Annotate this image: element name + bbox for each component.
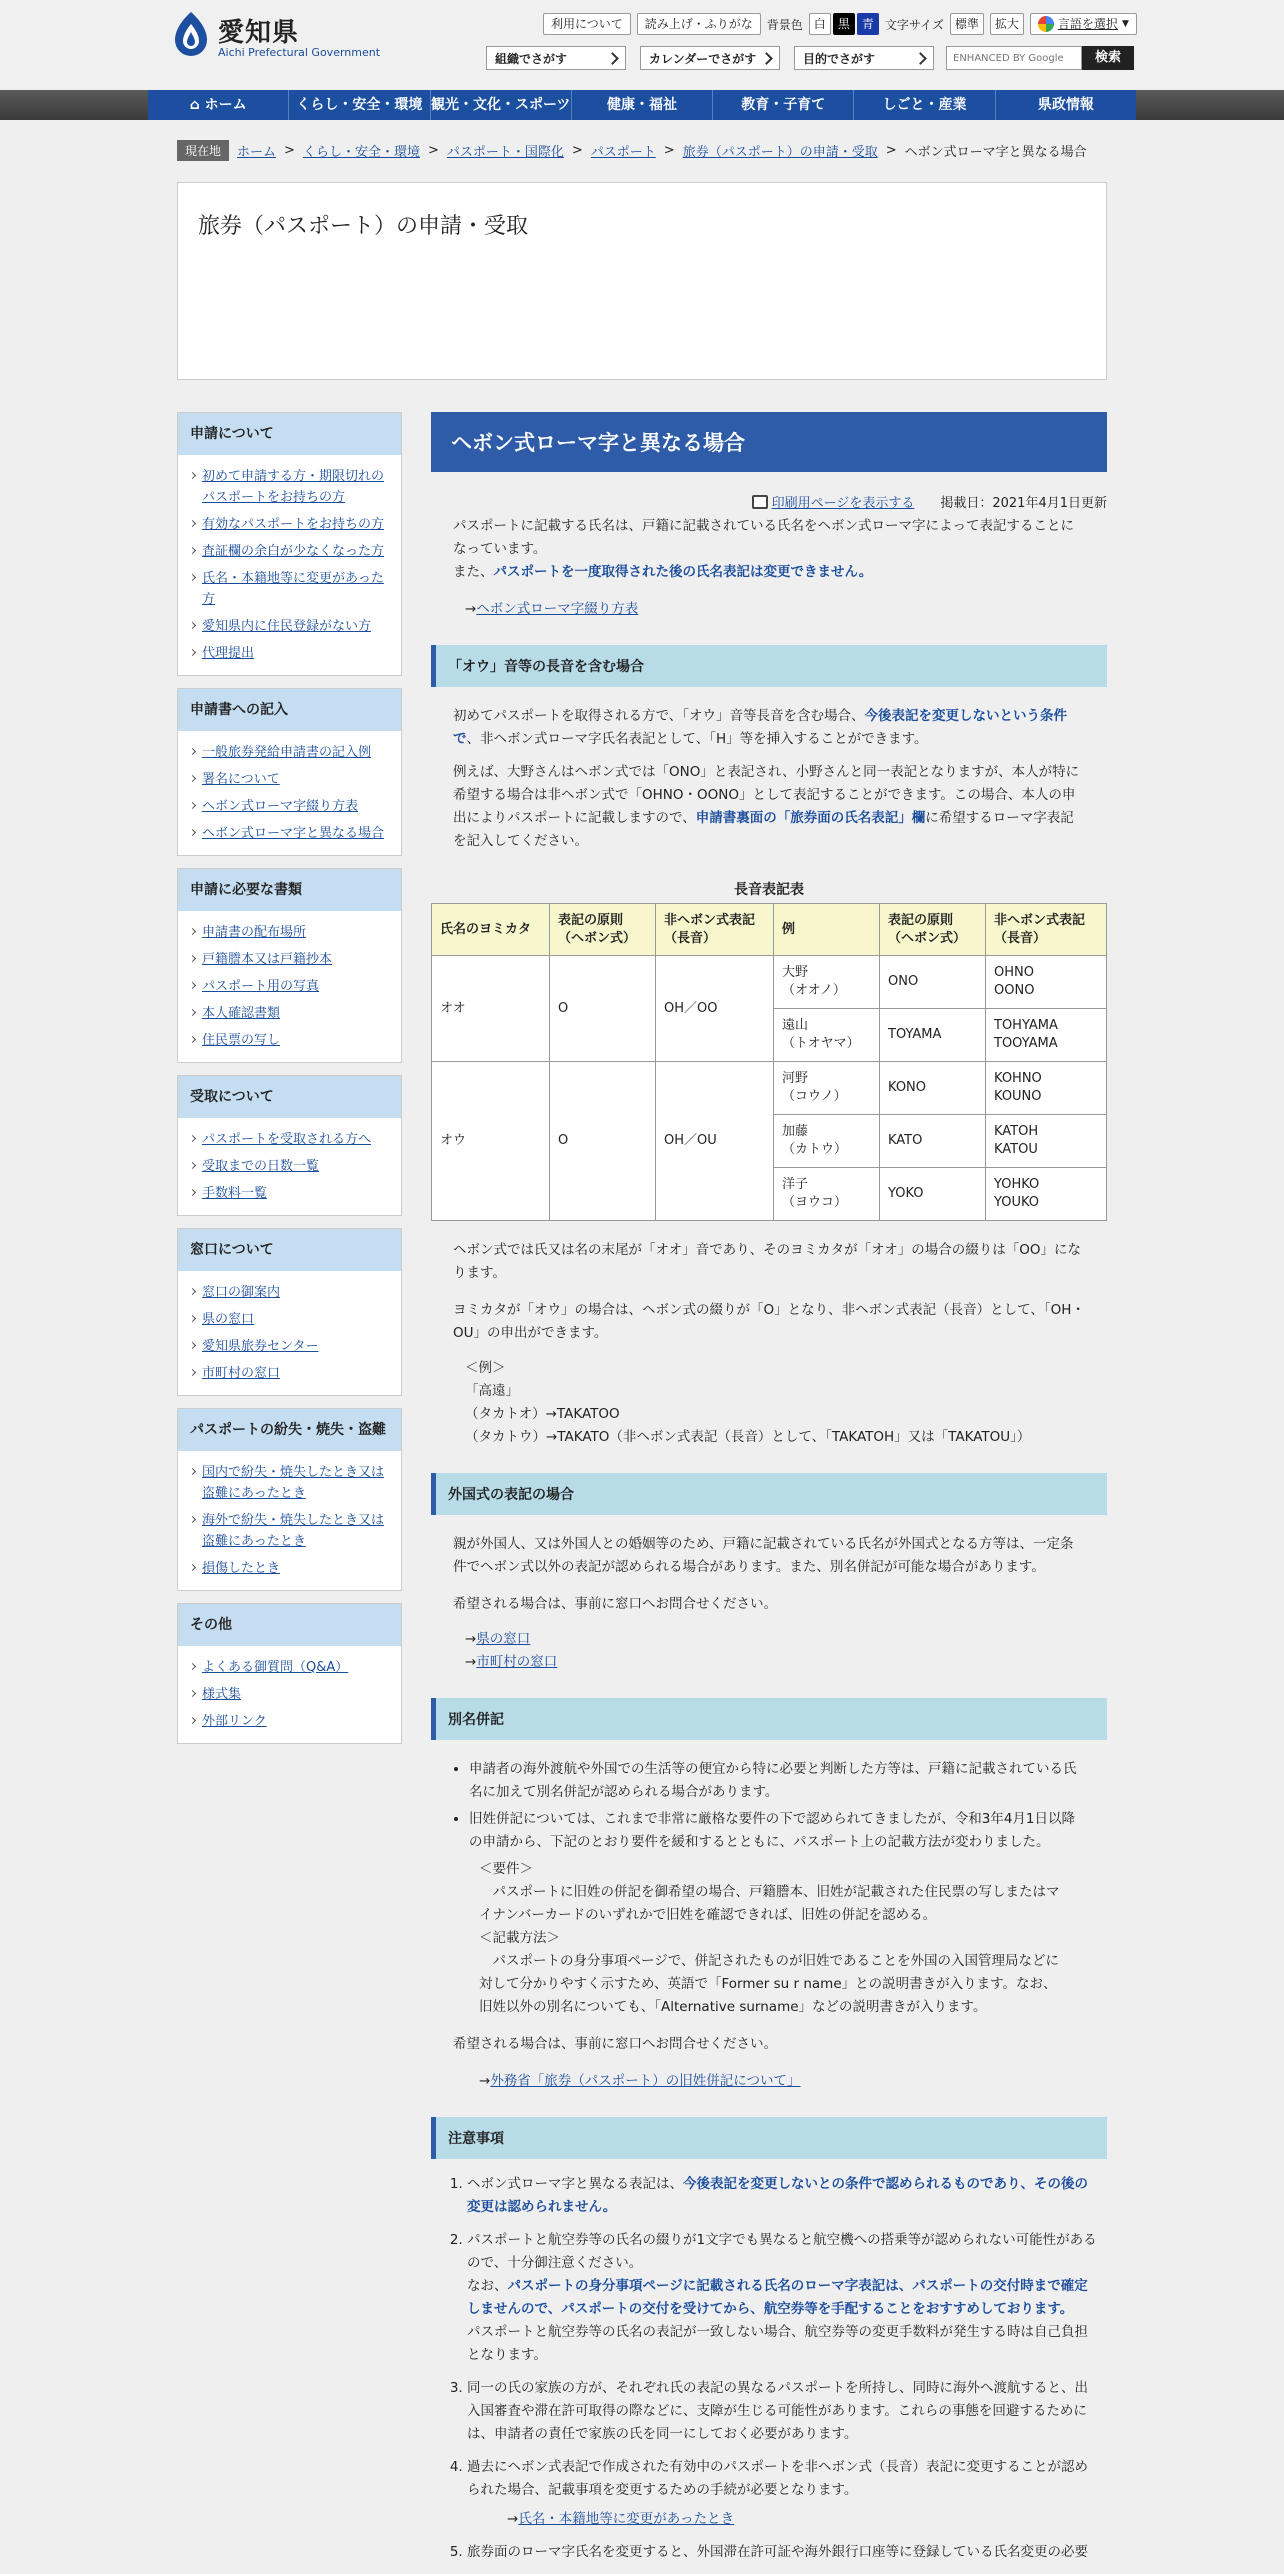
logo-title: 愛知県 [218, 18, 300, 48]
sidebar-heading: その他 [178, 1604, 401, 1646]
sidebar-item [188, 1333, 391, 1360]
example-line-1: （タカトオ）→TAKATOO [465, 1406, 620, 1422]
sidebar-item [188, 1681, 391, 1708]
list-item: • 申請者の海外渡航や外国での生活等の便宜から特に必要と判断した方等は、戸籍に記載されている氏名に加えて別名併記が認められる場合があります。 [469, 1758, 1085, 1804]
nav-industry[interactable]: しごと・産業 [854, 90, 995, 120]
intro-note-a: また、 [453, 564, 494, 580]
table-cell [986, 956, 1107, 1009]
foreign-text-2: 希望される場合は、事前に窓口へお問合せください。 [453, 1596, 777, 1612]
sidebar-link[interactable]: よくある御質問（Q&A） [202, 1660, 349, 1675]
sidebar-list [178, 731, 401, 855]
sidebar-list [178, 455, 401, 675]
sidebar-link[interactable]: パスポートを受取される方へ [202, 1132, 372, 1147]
sidebar-item [188, 1708, 391, 1735]
example-line-2: （タカトウ）→TAKATO（非ヘボン式表記（長音）として、「TAKATOH」又は「TAKATOU」） [465, 1429, 1031, 1445]
table-cell: オウ [432, 1062, 550, 1221]
req-head: ＜要件＞ [479, 1861, 533, 1877]
example-reading: （カトウ） [782, 1142, 848, 1157]
n1-highlight: 今後表記を変更しないとの条件で認められるものであり、その後の変更は認められません。 [467, 2176, 1088, 2215]
req-text: パスポートに旧姓の併記を御希望の場合、戸籍謄本、旧姓が記載された住民票の写しまたはマイナンバーカードのいずれかで旧姓を確認できれば、旧姓の併記を認める。 [479, 1884, 1060, 1923]
non-hepburn-2: KATOU [994, 1142, 1038, 1157]
list-item [467, 2173, 1097, 2219]
intro-note-highlight: パスポートを一度取得された後の氏名表記は変更できません。 [493, 564, 873, 580]
city-window-link-row [431, 1651, 1107, 1674]
sidebar-item [188, 1507, 391, 1555]
table-cell [774, 956, 880, 1009]
font-standard-button[interactable]: 標準 [950, 13, 984, 35]
lv2a: 例えば、大野さんはヘボン式では「ONO」と表記され、小野さんと同一表記となりますが、本人が特に希望する場合は非ヘボン式で「OHNO・OONO」として表記することができます。この場合、本人の申出によりパスポートに記載しますので、 [453, 764, 1080, 826]
list-item: 5. 旅券面のローマ字氏名を変更すると、外国滞在許可証や海外銀行口座等に登録している氏名変更の必要 [467, 2541, 1097, 2564]
change-link-row [467, 2508, 1097, 2531]
table-cell: O [550, 956, 656, 1062]
n2b: なお、 [467, 2278, 508, 2294]
sidebar-link[interactable]: 損傷したとき [202, 1561, 281, 1576]
table-cell [774, 1115, 880, 1168]
print-link[interactable] [752, 492, 915, 511]
breadcrumb-page: ヘボン式ローマ字と異なる場合 [904, 145, 1087, 160]
sidebar-link[interactable]: 代理提出 [202, 646, 255, 661]
site-header [0, 0, 1284, 90]
sidebar-list [178, 1451, 401, 1590]
lv2-highlight: 申請書裏面の「旅券面の氏名表記」欄 [695, 810, 926, 826]
sidebar-link[interactable]: 初めて申請する方・期限切れのパスポートをお持ちの方 [202, 469, 385, 505]
sidebar-link[interactable]: 県の窓口 [202, 1312, 255, 1327]
nav-label: ホーム [204, 97, 247, 113]
table-cell: ONO [880, 956, 986, 1009]
arrow-icon: → [465, 1631, 477, 1647]
sidebar-item [188, 946, 391, 973]
section-heading-long-vowel: 「オウ」音等の長音を含む場合 [431, 645, 1107, 687]
mofa-link-row [431, 2070, 1107, 2093]
search-by-purpose-button[interactable]: 目的でさがす [794, 46, 934, 70]
sidebar-heading: パスポートの紛失・焼失・盗難 [178, 1409, 401, 1451]
sidebar-item [188, 1279, 391, 1306]
print-label[interactable]: 印刷用ページを表示する [771, 496, 915, 511]
bg-black-button[interactable]: 黒 [833, 13, 855, 35]
global-nav [0, 90, 1284, 120]
sidebar-heading: 受取について [178, 1076, 401, 1118]
foreign-text-1: 親が外国人、又は外国人との婚姻等のため、戸籍に記載されている氏名が外国式となる方等は、一定条件でヘボン式以外の表記が認められる場合があります。また、別名併記が可能な場合があります。 [453, 1536, 1074, 1575]
sidebar-heading: 窓口について [178, 1229, 401, 1271]
city-window-link[interactable]: 市町村の窓口 [476, 1654, 558, 1670]
table-cell [986, 1168, 1107, 1221]
sidebar-item [188, 973, 391, 1000]
example-kanji: 河野 [782, 1071, 809, 1086]
home-icon: ⌂ [189, 97, 205, 113]
name-change-link[interactable]: 氏名・本籍地等に変更があったとき [518, 2511, 735, 2527]
table-cell [774, 1062, 880, 1115]
sidebar-heading: 申請に必要な書類 [178, 869, 401, 911]
sidebar-link[interactable]: 様式集 [202, 1687, 242, 1702]
table-cell [986, 1115, 1107, 1168]
lv1-highlight: 今後表記を変更しないという条件で [453, 708, 1067, 747]
n1a: ヘボン式ローマ字と異なる表記は、 [467, 2176, 683, 2192]
table-cell: オオ [432, 956, 550, 1062]
nav-tourism[interactable]: 観光・文化・スポーツ [431, 90, 572, 120]
table-cell: TOYAMA [880, 1009, 986, 1062]
sidebar-item [188, 640, 391, 667]
long-vowel-table [431, 903, 1107, 1221]
alias-contact: 希望される場合は、事前に窓口へお問合せください。 [453, 2036, 777, 2052]
breadcrumb-sep: > [427, 143, 439, 158]
sidebar-item [188, 565, 391, 613]
sidebar-link[interactable]: 市町村の窓口 [202, 1366, 281, 1381]
method-head: ＜記載方法＞ [479, 1930, 560, 1946]
n2-highlight: パスポートの身分事項ページに記載される氏名のローマ字表記は、パスポートの交付時まで確定しませんので、パスポートの交付を受けてから、航空券等を手配することをおすすめしております。 [467, 2278, 1088, 2317]
section-heading-foreign: 外国式の表記の場合 [431, 1473, 1107, 1515]
site-search [946, 46, 1134, 70]
hepburn-table-link[interactable]: ヘボン式ローマ字綴り方表 [476, 601, 639, 617]
sidebar-link[interactable]: 査証欄の余白が少なくなった方 [202, 544, 385, 559]
th-example: 例 [774, 904, 880, 956]
n2a: 2. パスポートと航空券等の氏名の綴りが1文字でも異なると航空機への搭乗等が認められない可能性があるので、十分御注意ください。 [467, 2232, 1097, 2271]
non-hepburn-1: OHNO [994, 965, 1034, 980]
table-cell [986, 1062, 1107, 1115]
sidebar-item [188, 1459, 391, 1507]
sidebar-item [188, 793, 391, 820]
notes-list [431, 2173, 1107, 2564]
sidebar [177, 412, 402, 1756]
sidebar-link[interactable]: ヘボン式ローマ字綴り方表 [202, 799, 359, 814]
main-content [431, 412, 1107, 2574]
sidebar-link[interactable]: ヘボン式ローマ字と異なる場合 [202, 826, 385, 841]
example-head: ＜例＞ [465, 1360, 506, 1376]
lv1a: 初めてパスポートを取得される方で、「オウ」音等長音を含む場合、 [453, 708, 865, 724]
table-cell: OH／OU [656, 1062, 774, 1221]
sidebar-link[interactable]: 申請書の配布場所 [202, 925, 307, 940]
read-aloud-button[interactable]: 読み上げ・ふりがな [637, 13, 761, 35]
sidebar-item [188, 820, 391, 847]
th-example-non-hepburn: 非ヘボン式表記（長音） [986, 904, 1107, 956]
sidebar-item [188, 739, 391, 766]
sidebar-list [178, 1118, 401, 1215]
sidebar-link[interactable]: 戸籍謄本又は戸籍抄本 [202, 952, 333, 967]
sidebar-list [178, 1646, 401, 1743]
sidebar-item [188, 1126, 391, 1153]
breadcrumb-sep: > [663, 143, 675, 158]
th-yomi: 氏名のヨミカタ [432, 904, 550, 956]
table-row [432, 956, 1107, 1009]
sidebar-heading: 申請書への記入 [178, 689, 401, 731]
sidebar-list [178, 1271, 401, 1395]
dropdown-arrow-icon: ▼ [1121, 19, 1129, 29]
sidebar-link[interactable]: 外部リンク [202, 1714, 267, 1729]
method-text: パスポートの身分事項ページで、併記されたものが旧姓であることを外国の入国管理局などに対して分かりやすく示すため、英語で「Former su r name」との説明書きが入ります。なお、旧姓以外の別名についても、「Alternative surname」などの説明書きが入ります。 [479, 1953, 1059, 2015]
sidebar-link[interactable]: 署名について [202, 772, 280, 787]
hepburn-link-row [431, 598, 1107, 621]
sidebar-item [188, 613, 391, 640]
breadcrumb-sep: > [885, 143, 897, 158]
long-vowel-text-1 [431, 705, 1107, 751]
search-by-org-button[interactable]: 組織でさがす [486, 46, 626, 70]
breadcrumb-sep: > [284, 143, 295, 158]
finder-row [486, 46, 934, 70]
table-cell: OH／OO [656, 956, 774, 1062]
sidebar-section [177, 412, 402, 676]
google-icon [1038, 16, 1054, 32]
example-reading: （コウノ） [782, 1089, 847, 1104]
non-hepburn-1: TOHYAMA [994, 1018, 1058, 1033]
sidebar-heading: 申請について [178, 413, 401, 455]
alias-list [431, 1758, 1107, 1854]
bg-blue-button[interactable]: 青 [857, 13, 879, 35]
example-reading: （ヨウコ） [782, 1195, 848, 1210]
list-item: 3. 同一の氏の家族の方が、それぞれ氏の表記の異なるパスポートを所持し、同時に海外へ渡航すると、出入国審査や滞在許可取得の際などに、支障が生じる可能性があります。これらの事態を回避するためには、申請者の責任で家族の氏を同一にしておく必要があります。 [467, 2377, 1097, 2446]
sidebar-item [188, 1360, 391, 1387]
utility-toolbar [543, 12, 1137, 36]
nav-education[interactable]: 教育・子育て [713, 90, 854, 120]
table-cell: KATO [880, 1115, 986, 1168]
font-size-label: 文字サイズ [884, 17, 944, 32]
section-heading-alias: 別名併記 [431, 1698, 1107, 1740]
sidebar-link[interactable]: 窓口の御案内 [202, 1285, 281, 1300]
breadcrumb-intl[interactable]: パスポート・国際化 [446, 145, 564, 160]
non-hepburn-2: YOUKO [994, 1195, 1040, 1210]
sidebar-link[interactable]: 手数料一覧 [202, 1186, 268, 1201]
non-hepburn-2: KOUNO [994, 1089, 1042, 1104]
breadcrumb-home[interactable]: ホーム [237, 145, 277, 160]
nav-life[interactable]: くらし・安全・環境 [289, 90, 430, 120]
example-kanji: 大野 [782, 965, 809, 980]
non-hepburn-1: YOHKO [994, 1177, 1040, 1192]
sidebar-section [177, 868, 402, 1063]
section-heading-notes: 注意事項 [431, 2117, 1107, 2159]
sidebar-list [178, 911, 401, 1062]
th-hepburn: 表記の原則（ヘボン式） [550, 904, 656, 956]
intro-note [431, 561, 1107, 584]
intro-text: パスポートに記載する氏名は、戸籍に記載されている氏名をヘボン式ローマ字によって表記することになっています。 [453, 518, 1074, 557]
sidebar-item [188, 511, 391, 538]
pref-window-link-row [431, 1628, 1107, 1651]
sidebar-link[interactable]: 一般旅券発給申請書の記入例 [202, 745, 372, 760]
sidebar-link[interactable]: 海外で紛失・焼失したとき又は盗難にあったとき [202, 1513, 385, 1549]
non-hepburn-2: OONO [994, 983, 1035, 998]
non-hepburn-1: KOHNO [994, 1071, 1042, 1086]
sidebar-link[interactable]: 国内で紛失・焼失したとき又は盗難にあったとき [202, 1465, 385, 1501]
nav-health[interactable]: 健康・福祉 [572, 90, 713, 120]
bg-white-button[interactable]: 白 [809, 13, 831, 35]
logo-subtitle: Aichi Prefectural Government [218, 46, 381, 59]
bg-color-label: 背景色 [766, 17, 803, 32]
alias-requirements [431, 1858, 1107, 2019]
page-title: 旅券（パスポート）の申請・受取 [198, 214, 529, 239]
table-caption: 長音表記表 [734, 882, 804, 898]
sidebar-item [188, 1654, 391, 1681]
nav-government[interactable]: 県政情報 [1037, 97, 1094, 113]
list-item: • 旧姓併記については、これまで非常に厳格な要件の下で認められてきましたが、令和3年4月1日以降の申請から、下記のとおり要件を緩和するとともに、パスポート上の記載方法が変わりました。 [469, 1808, 1085, 1854]
arrow-icon: → [507, 2511, 519, 2527]
search-by-calendar-button[interactable]: カレンダーでさがす [640, 46, 780, 70]
example-block [431, 1357, 1107, 1449]
sidebar-item [188, 1555, 391, 1582]
nav-home[interactable] [148, 90, 289, 120]
table-cell [774, 1168, 880, 1221]
search-button[interactable]: 検索 [1082, 46, 1134, 70]
sidebar-item [188, 1153, 391, 1180]
example-reading: （オオノ） [782, 983, 846, 998]
non-hepburn-2: TOOYAMA [994, 1036, 1058, 1051]
article-title: ヘボン式ローマ字と異なる場合 [431, 412, 1107, 472]
th-example-hepburn: 表記の原則（ヘボン式） [880, 904, 986, 956]
breadcrumb-apply[interactable]: 旅券（パスポート）の申請・受取 [682, 145, 878, 160]
font-large-button[interactable]: 拡大 [990, 13, 1024, 35]
breadcrumb-passport[interactable]: パスポート [590, 145, 656, 160]
breadcrumb-current-label: 現在地 [177, 140, 229, 161]
lv2c: に希望するローマ字表記を記入してください。 [453, 810, 1074, 849]
category-title-box [177, 182, 1107, 380]
n2d: パスポートと航空券等の氏名の表記が一致しない場合、航空券等の変更手数料が発生する時は自己負担となります。 [467, 2324, 1088, 2363]
sidebar-link[interactable]: 本人確認書類 [202, 1006, 281, 1021]
aichi-emblem-icon [172, 10, 210, 58]
sidebar-item [188, 1180, 391, 1207]
lv1c: 、非ヘボン式ローマ字氏名表記として、「H」等を挿入することができます。 [466, 731, 928, 747]
breadcrumb [177, 140, 1087, 161]
article-meta [431, 492, 1107, 511]
arrow-icon: → [465, 1654, 477, 1670]
table-row [432, 1062, 1107, 1115]
site-logo[interactable] [172, 8, 381, 62]
table-cell: KONO [880, 1062, 986, 1115]
list-item [467, 2456, 1097, 2531]
sidebar-link[interactable]: 住民票の写し [202, 1033, 281, 1048]
table-cell: YOKO [880, 1168, 986, 1221]
sidebar-item [188, 919, 391, 946]
long-vowel-text-2 [431, 761, 1107, 853]
table-cell [774, 1009, 880, 1062]
sidebar-link[interactable]: パスポート用の写真 [202, 979, 320, 994]
sidebar-item [188, 1306, 391, 1333]
sidebar-section [177, 1408, 402, 1591]
breadcrumb-life[interactable]: くらし・安全・環境 [302, 145, 420, 160]
sidebar-link[interactable]: 氏名・本籍地等に変更があった方 [202, 571, 384, 607]
mofa-link[interactable]: 外務省「旅券（パスポート）の旧姓併記について」 [490, 2073, 801, 2089]
list-item [467, 2229, 1097, 2367]
pref-window-link[interactable]: 県の窓口 [476, 1631, 531, 1647]
arrow-icon: → [479, 2073, 491, 2089]
language-label: 言語を選択 [1057, 17, 1118, 31]
sidebar-item [188, 538, 391, 565]
sidebar-section [177, 1075, 402, 1216]
table-cell: O [550, 1062, 656, 1221]
table-cell [986, 1009, 1107, 1062]
sidebar-item [188, 463, 391, 511]
non-hepburn-1: KATOH [994, 1124, 1039, 1139]
sidebar-section [177, 1228, 402, 1396]
example-kanji: 洋子 [782, 1177, 809, 1192]
sidebar-section [177, 1603, 402, 1744]
arrow-icon: → [465, 601, 477, 617]
printer-icon [752, 495, 768, 509]
publish-date: 掲載日：2021年4月1日更新 [940, 496, 1107, 511]
th-non-hepburn: 非ヘボン式表記（長音） [656, 904, 774, 956]
n4: 4. 過去にヘボン式表記で作成された有効中のパスポートを非ヘボン式（長音）表記に変更することが認められた場合、記載事項を変更するための手続が必要となります。 [467, 2459, 1088, 2498]
sidebar-link[interactable]: 愛知県内に住民登録がない方 [202, 619, 372, 634]
table-header-row [432, 904, 1107, 956]
language-select[interactable] [1030, 13, 1137, 35]
sidebar-item [188, 1027, 391, 1054]
sidebar-item [188, 1000, 391, 1027]
example-kanji: 加藤 [782, 1124, 809, 1139]
search-input[interactable] [946, 46, 1082, 70]
example-name: 「高遠」 [465, 1383, 519, 1399]
breadcrumb-sep: > [571, 143, 583, 158]
sidebar-link[interactable]: 愛知県旅券センター [202, 1339, 319, 1354]
sidebar-section [177, 688, 402, 856]
about-button[interactable]: 利用について [543, 13, 631, 35]
example-kanji: 遠山 [782, 1018, 809, 1033]
sidebar-item [188, 766, 391, 793]
long-vowel-text-3: ヘボン式では氏又は名の末尾が「オオ」音であり、そのヨミカタが「オオ」の場合の綴りは「OO」になります。 [453, 1242, 1081, 1281]
sidebar-link[interactable]: 有効なパスポートをお持ちの方 [202, 517, 385, 532]
sidebar-link[interactable]: 受取までの日数一覧 [202, 1159, 320, 1174]
long-vowel-text-4: ヨミカタが「オウ」の場合は、ヘボン式の綴りが「O」となり、非ヘボン式表記（長音）として、「OH・OU」の申出ができます。 [453, 1302, 1085, 1341]
example-reading: （トオヤマ） [782, 1036, 860, 1051]
